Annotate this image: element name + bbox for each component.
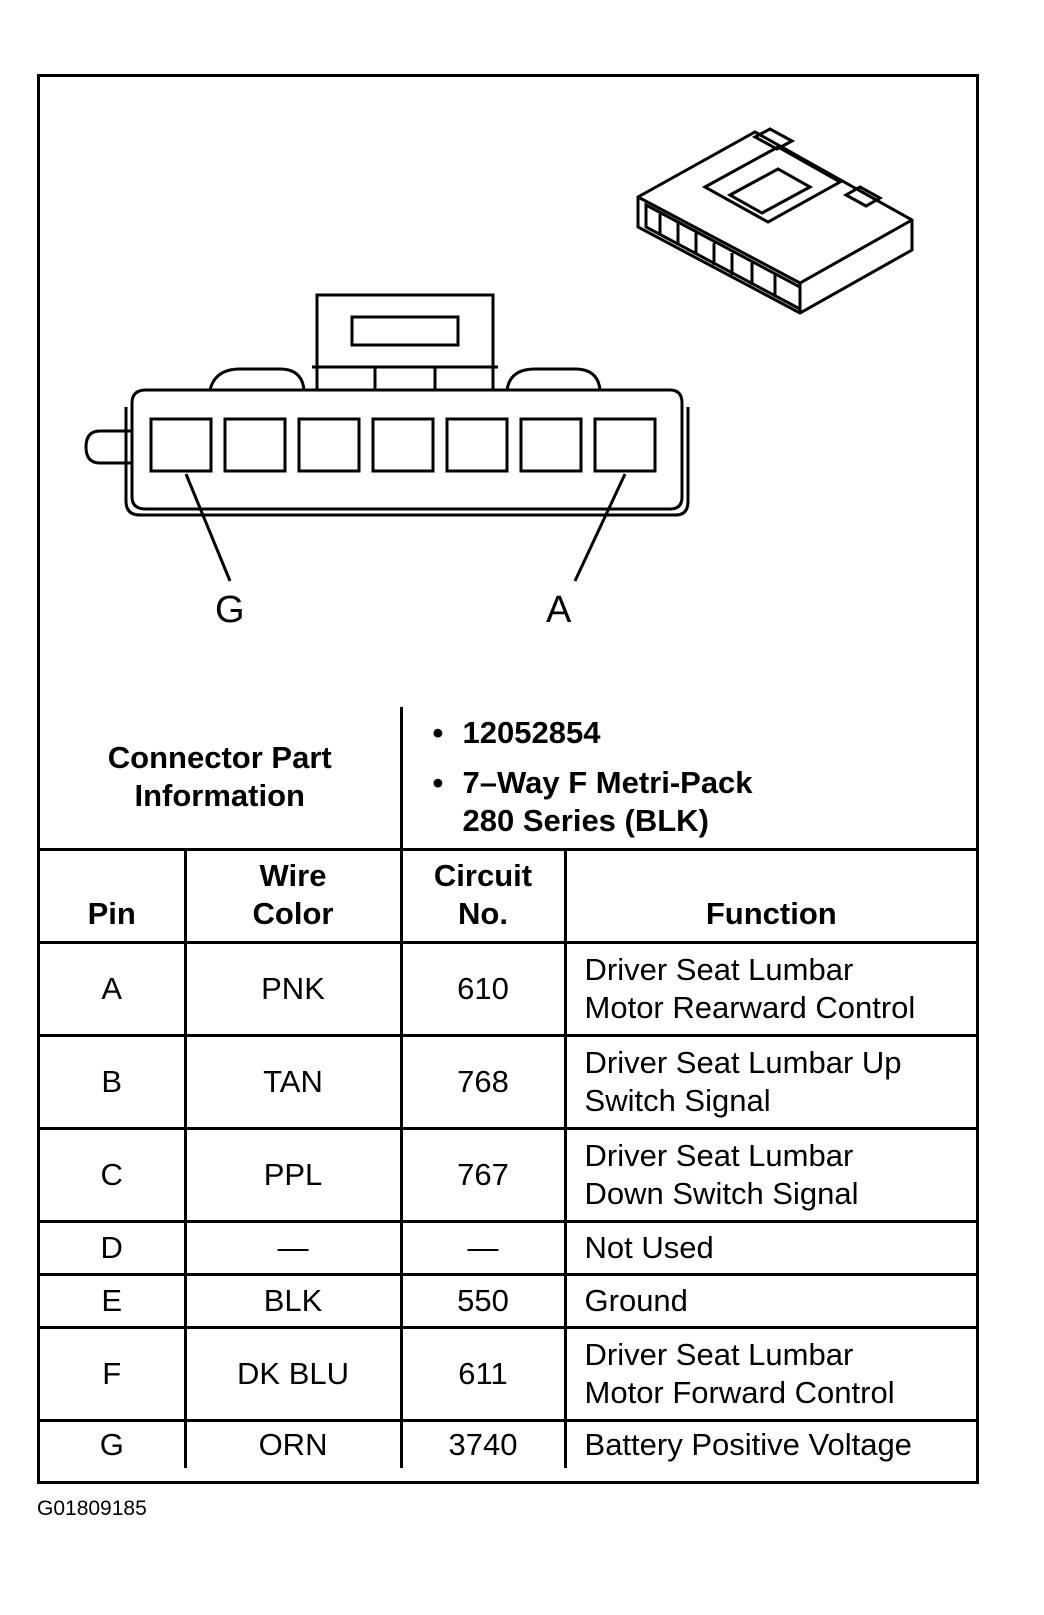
header-wire-color-line1: Wire bbox=[259, 857, 327, 893]
row-f-function-l1: Driver Seat Lumbar bbox=[584, 1336, 854, 1372]
row-d-pin: D bbox=[40, 1221, 185, 1274]
row-f-wire: DK BLU bbox=[185, 1327, 401, 1420]
row-f-function-l2: Motor Forward Control bbox=[584, 1374, 895, 1410]
row-g-circuit: 3740 bbox=[401, 1420, 565, 1468]
row-f-function bbox=[565, 1327, 976, 1420]
cavity-g bbox=[151, 419, 211, 471]
row-a-function bbox=[565, 942, 976, 1035]
connector-body bbox=[132, 390, 682, 509]
latch-housing bbox=[317, 295, 493, 390]
row-d-wire: — bbox=[185, 1221, 401, 1274]
row-d-circuit: — bbox=[401, 1221, 565, 1274]
row-c-wire: PPL bbox=[185, 1128, 401, 1221]
connector-info-values bbox=[401, 707, 976, 849]
row-b-wire: TAN bbox=[185, 1035, 401, 1128]
row-b-function-l2: Switch Signal bbox=[584, 1082, 771, 1118]
table-row bbox=[40, 1274, 976, 1327]
table-row bbox=[40, 1327, 976, 1420]
row-b-function bbox=[565, 1035, 976, 1128]
row-c-pin: C bbox=[40, 1128, 185, 1221]
row-b-function-l1: Driver Seat Lumbar Up bbox=[584, 1044, 902, 1080]
cavity-b bbox=[521, 419, 581, 471]
connector-info-row bbox=[40, 707, 976, 849]
row-c-function-l1: Driver Seat Lumbar bbox=[584, 1137, 854, 1173]
header-pin-text: Pin bbox=[87, 895, 136, 931]
table-row bbox=[40, 942, 976, 1035]
row-b-circuit: 768 bbox=[401, 1035, 565, 1128]
row-d-function bbox=[565, 1221, 976, 1274]
row-e-function bbox=[565, 1274, 976, 1327]
header-pin bbox=[40, 849, 185, 942]
row-e-circuit: 550 bbox=[401, 1274, 565, 1327]
row-a-wire: PNK bbox=[185, 942, 401, 1035]
row-c-function bbox=[565, 1128, 976, 1221]
row-e-pin: E bbox=[40, 1274, 185, 1327]
connector-type-text: 7–Way F Metri-Pack 280 Series (BLK) bbox=[462, 765, 753, 839]
cavity-f bbox=[225, 419, 285, 471]
figure-id: G01809185 bbox=[37, 1497, 147, 1520]
table-row bbox=[40, 1221, 976, 1274]
table-row bbox=[40, 1035, 976, 1128]
cavity-a bbox=[595, 419, 655, 471]
row-g-function bbox=[565, 1420, 976, 1468]
pin-label-g: G bbox=[215, 589, 245, 631]
header-circuit-no bbox=[401, 849, 565, 942]
header-circuit-line1: Circuit bbox=[433, 857, 533, 893]
row-b-pin: B bbox=[40, 1035, 185, 1128]
connector-info-label-text: Connector Part Information bbox=[107, 740, 332, 814]
connector-diagram bbox=[40, 77, 976, 707]
row-a-pin: A bbox=[40, 942, 185, 1035]
cavity-c bbox=[447, 419, 507, 471]
connector-figure-frame bbox=[37, 74, 979, 1484]
row-d-function-l1: Not Used bbox=[584, 1229, 714, 1265]
row-c-circuit: 767 bbox=[401, 1128, 565, 1221]
row-g-wire: ORN bbox=[185, 1420, 401, 1468]
header-function-text: Function bbox=[705, 895, 837, 931]
table-header-row bbox=[40, 849, 976, 942]
pinout-table bbox=[40, 707, 976, 1468]
row-a-function-l2: Motor Rearward Control bbox=[584, 989, 916, 1025]
connector-type: • 7–Way F Metri-Pack 280 Series (BLK) bbox=[432, 765, 753, 839]
header-wire-color bbox=[185, 849, 401, 942]
row-g-function-l1: Battery Positive Voltage bbox=[584, 1426, 912, 1462]
table-row bbox=[40, 1420, 976, 1468]
row-e-function-l1: Ground bbox=[584, 1282, 688, 1318]
header-circuit-line2: No. bbox=[458, 895, 508, 931]
cavity-d bbox=[373, 419, 433, 471]
row-a-circuit: 610 bbox=[401, 942, 565, 1035]
row-f-pin: F bbox=[40, 1327, 185, 1420]
row-f-circuit: 611 bbox=[401, 1327, 565, 1420]
header-wire-color-line2: Color bbox=[252, 895, 334, 931]
part-number-text: 12052854 bbox=[462, 715, 601, 751]
pin-label-a: A bbox=[546, 589, 572, 631]
table-row bbox=[40, 1128, 976, 1221]
cavity-e bbox=[299, 419, 359, 471]
header-function bbox=[565, 849, 976, 942]
row-a-function-l1: Driver Seat Lumbar bbox=[584, 951, 854, 987]
leader-line-g bbox=[186, 474, 230, 581]
connector-info-label bbox=[40, 707, 401, 849]
row-e-wire: BLK bbox=[185, 1274, 401, 1327]
part-number: • 12052854 bbox=[432, 715, 601, 751]
leader-line-a bbox=[575, 474, 625, 581]
row-c-function-l2: Down Switch Signal bbox=[584, 1175, 859, 1211]
isometric-connector bbox=[638, 129, 912, 313]
row-g-pin: G bbox=[40, 1420, 185, 1468]
connector-drawing bbox=[40, 77, 976, 707]
